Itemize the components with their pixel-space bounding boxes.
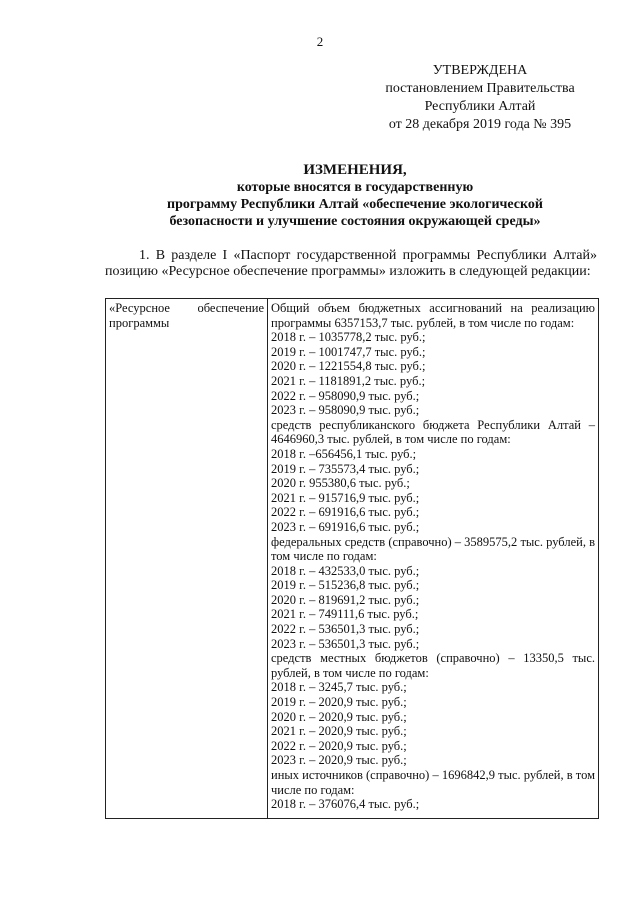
total-intro: Общий объем бюджетных ассигнований на реализацию программы 6357153,7 тыс. рублей, в том числе по годам: <box>271 301 595 330</box>
other-years-list <box>271 797 595 812</box>
title-heading: ИЗМЕНЕНИЯ, <box>303 162 407 178</box>
republic-years-list <box>271 447 595 535</box>
year-line: 2019 г. – 2020,9 тыс. руб.; <box>271 695 407 710</box>
other-intro: иных источников (справочно) – 1696842,9 тыс. рублей, в том числе по годам: <box>271 768 595 797</box>
year-line: 2023 г. – 536501,3 тыс. руб.; <box>271 636 420 651</box>
year-line: 2021 г. – 2020,9 тыс. руб.; <box>271 724 407 739</box>
resource-table <box>105 298 599 819</box>
year-line: 2021 г. – 749111,6 тыс. руб.; <box>271 607 419 622</box>
total-years-list <box>271 330 595 418</box>
title-line: безопасности и улучшение состояния окружающей среды» <box>169 214 541 229</box>
year-line: 2022 г. – 958090,9 тыс. руб.; <box>271 388 420 403</box>
federal-years-list <box>271 564 595 652</box>
year-line: 2020 г. – 2020,9 тыс. руб.; <box>271 709 407 724</box>
year-line: 2019 г. – 735573,4 тыс. руб.; <box>271 461 420 476</box>
title-line: которые вносятся в государственную <box>236 180 474 195</box>
year-line: 2018 г. – 432533,0 тыс. руб.; <box>271 563 420 578</box>
year-line: 2022 г. – 536501,3 тыс. руб.; <box>271 622 420 637</box>
year-line: 2023 г. – 958090,9 тыс. руб.; <box>271 403 420 418</box>
year-line: 2022 г. – 2020,9 тыс. руб.; <box>271 738 407 753</box>
title-line: программу Республики Алтай «обеспечение экологической <box>167 197 543 212</box>
content-cell <box>268 299 599 819</box>
page-number: 2 <box>316 34 324 49</box>
federal-intro: федеральных средств (справочно) – 3589575,2 тыс. рублей, в том числе по годам: <box>271 534 595 564</box>
year-line: 2023 г. – 691916,6 тыс. руб.; <box>271 519 420 534</box>
year-line: 2018 г. –656456,1 тыс. руб.; <box>271 446 417 461</box>
local-intro: средств местных бюджетов (справочно) – 13350,5 тыс. рублей, в том числе по годам: <box>271 651 595 680</box>
label-cell: «Ресурсное обеспечение программы <box>106 299 268 819</box>
year-line: 2021 г. – 1181891,2 тыс. руб.; <box>271 373 426 388</box>
year-line: 2020 г. – 819691,2 тыс. руб.; <box>271 592 420 607</box>
year-line: 2020 г. 955380,6 тыс. руб.; <box>271 476 410 491</box>
approval-line: постановлением Правительства <box>385 81 575 96</box>
approval-line: Республики Алтай <box>424 99 536 114</box>
table-row <box>106 299 599 819</box>
year-line: 2023 г. – 2020,9 тыс. руб.; <box>271 753 407 768</box>
approval-heading: УТВЕРЖДЕНА <box>432 63 528 78</box>
year-line: 2018 г. – 1035778,2 тыс. руб.; <box>271 330 426 345</box>
approval-date: от 28 декабря 2019 года № 395 <box>388 117 572 132</box>
year-line: 2022 г. – 691916,6 тыс. руб.; <box>271 505 420 520</box>
document-title <box>110 162 600 230</box>
year-line: 2020 г. – 1221554,8 тыс. руб.; <box>271 359 426 374</box>
year-line: 2019 г. – 1001747,7 тыс. руб.; <box>271 344 426 359</box>
year-line: 2021 г. – 915716,9 тыс. руб.; <box>271 490 420 505</box>
year-line: 2018 г. – 3245,7 тыс. руб.; <box>271 680 407 695</box>
republic-intro: средств республиканского бюджета Республики Алтай – 4646960,3 тыс. рублей, в том числе по годам: <box>271 417 595 447</box>
year-line: 2018 г. – 376076,4 тыс. руб.; <box>271 797 420 812</box>
local-years-list <box>271 680 595 768</box>
intro-paragraph: 1. В разделе I «Паспорт государственной программы Республики Алтай» позицию «Ресурсное обеспечение программы» изложить в следующей редакции: <box>105 248 597 279</box>
approval-stamp <box>360 62 600 134</box>
year-line: 2019 г. – 515236,8 тыс. руб.; <box>271 578 420 593</box>
